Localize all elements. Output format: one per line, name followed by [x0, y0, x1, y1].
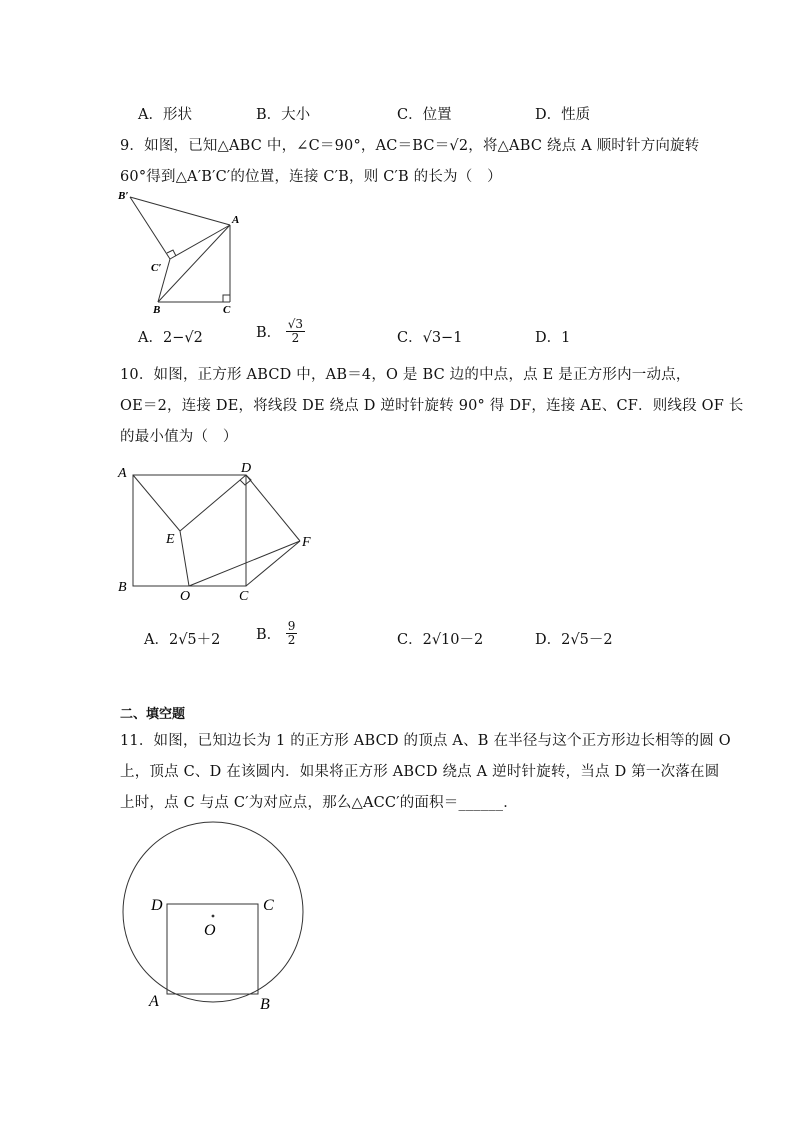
- q10-option-c: C．2√10－2: [397, 632, 484, 648]
- q10-stem-line2: OE＝2，连接 DE，将线段 DE 绕点 D 逆时针旋转 90° 得 DF，连接 AE、CF．则线段 OF 长: [120, 398, 744, 414]
- q11-square-abcd: [167, 904, 258, 994]
- q10-label-e: E: [166, 532, 175, 547]
- q9-option-b-numerator: √3: [287, 317, 304, 331]
- q9-option-b: [256, 318, 305, 345]
- q10-option-b-fraction: [286, 620, 298, 647]
- q10-option-b-denominator: 2: [287, 633, 296, 647]
- q10-seg-o-f: [189, 541, 300, 586]
- q10-label-b: B: [118, 580, 127, 595]
- q10-seg-c-f: [246, 541, 300, 586]
- q10-stem-line3: 的最小值为（ ）: [120, 429, 238, 445]
- q11-label-c: C: [263, 897, 274, 914]
- q9-label-c: C: [223, 304, 231, 316]
- q9-seg-cprime-a: [170, 225, 230, 259]
- q11-circle-o: [123, 822, 303, 1002]
- q10-option-b-prefix: B．: [256, 627, 282, 643]
- q11-label-o: O: [204, 922, 216, 939]
- q10-label-a: A: [118, 466, 127, 481]
- q11-label-d: D: [151, 897, 163, 914]
- q9-figure: [115, 187, 245, 317]
- q9-option-b-denominator: 2: [291, 331, 300, 345]
- q10-option-b: [256, 620, 297, 647]
- q10-label-o: O: [180, 589, 191, 604]
- q9-option-d: D．1: [535, 330, 571, 346]
- q10-seg-d-f: [246, 475, 300, 541]
- q9-label-a: A: [232, 214, 240, 226]
- q10-seg-d-e: [180, 475, 246, 531]
- q8-option-c: C．位置: [397, 107, 452, 123]
- q9-label-b: B: [153, 304, 161, 316]
- q10-label-d: D: [241, 461, 252, 476]
- q10-seg-e-o: [180, 531, 189, 586]
- q9-stem-line1: 9．如图，已知△ABC 中，∠C＝90°，AC＝BC＝√2，将△ABC 绕点 A 顺时针方向旋转: [120, 138, 700, 154]
- q9-label-bprime: B′: [118, 190, 129, 202]
- q9-option-a: A．2−√2: [138, 330, 203, 346]
- q9-option-b-prefix: B．: [256, 325, 282, 341]
- q9-label-cprime: C′: [151, 262, 162, 274]
- q10-stem-line1: 10．如图，正方形 ABCD 中，AB＝4，O 是 BC 边的中点，点 E 是正方形内一动点，: [120, 367, 691, 383]
- q11-figure: [115, 820, 315, 1020]
- section-title: 二、填空题: [120, 707, 186, 722]
- q10-seg-a-e: [133, 475, 180, 531]
- q8-option-b: B．大小: [256, 107, 311, 123]
- q9-option-c: C．√3−1: [397, 330, 463, 346]
- q9-stem-line2: 60°得到△A′B′C′的位置，连接 C′B，则 C′B 的长为（ ）: [120, 169, 502, 185]
- q10-figure: [110, 455, 330, 610]
- q10-option-a: A．2√5＋2: [144, 632, 221, 648]
- q11-label-b: B: [260, 996, 270, 1013]
- q8-option-d: D．性质: [535, 107, 591, 123]
- q10-label-c: C: [239, 589, 249, 604]
- q10-option-b-numerator: 9: [287, 619, 296, 633]
- q11-stem-line1: 11．如图，已知边长为 1 的正方形 ABCD 的顶点 A、B 在半径与这个正方形边长相等的圆 O: [120, 733, 731, 749]
- q11-label-a: A: [149, 993, 159, 1010]
- q9-right-angle-cprime: [167, 250, 176, 256]
- q8-option-a: A．形状: [138, 107, 192, 123]
- q11-stem-line3: 上时，点 C 与点 C′为对应点，那么△ACC′的面积＝______．: [120, 795, 518, 811]
- q10-label-f: F: [302, 535, 311, 550]
- q9-option-b-fraction: [286, 318, 305, 345]
- q9-right-angle-c: [223, 295, 230, 302]
- q11-stem-line2: 上，顶点 C、D 在该圆内．如果将正方形 ABCD 绕点 A 逆时针旋转，当点 D 第一次落在圆: [120, 764, 720, 780]
- q11-center-dot: [212, 915, 215, 918]
- q10-option-d: D．2√5－2: [535, 632, 613, 648]
